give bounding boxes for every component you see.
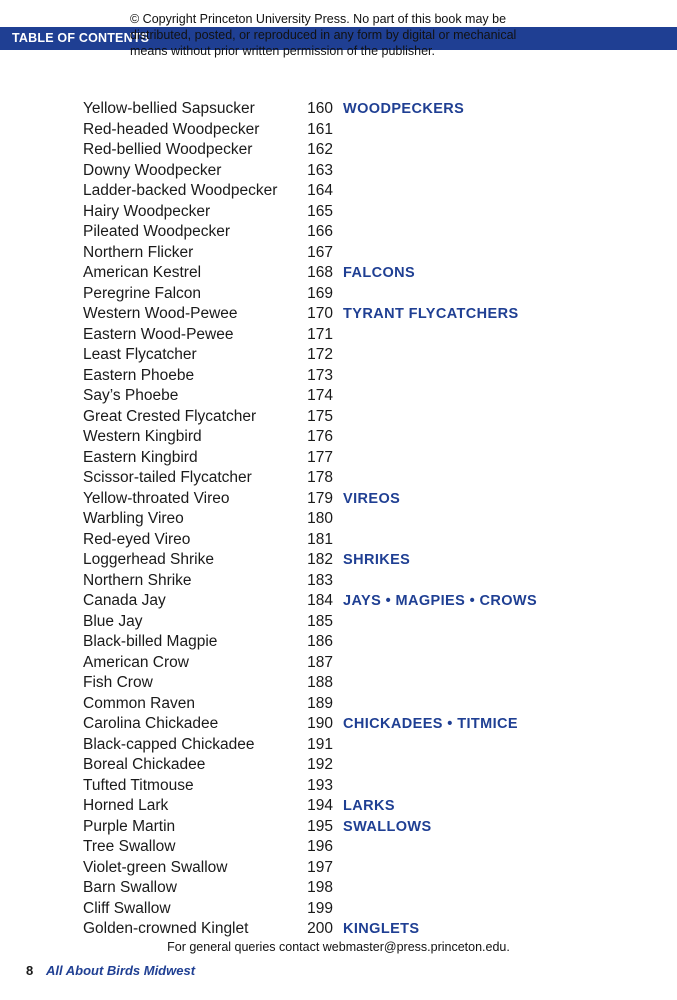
entry-species-name: Common Raven [83, 694, 195, 712]
entry-species-name: Blue Jay [83, 612, 143, 630]
section-heading: KINGLETS [343, 921, 420, 937]
entry-species-name: Purple Martin [83, 817, 176, 835]
entry-page-number: 192 [307, 756, 333, 773]
entry-page-number: 180 [307, 510, 333, 527]
entry-page-number: 197 [307, 858, 333, 876]
entry-page-number: 179 [307, 489, 333, 507]
toc-entry [83, 673, 563, 694]
toc-entry [83, 878, 563, 899]
copyright-notice: © Copyright Princeton University Press. No part of this book may be distributed, posted, or reproduced in any form by digital or mechanical means without prior written permission of the publisher. [130, 12, 517, 58]
toc-entry [83, 325, 563, 346]
entry-page-number: 160 [307, 100, 333, 117]
entry-species-name: Western Kingbird [83, 428, 202, 445]
section-heading: TYRANT FLYCATCHERS [343, 306, 519, 322]
entry-page-number: 164 [307, 182, 333, 199]
entry-species-name: Yellow-bellied Sapsucker [83, 100, 255, 117]
entry-species-name: Peregrine Falcon [83, 284, 202, 302]
page-number: 8 [26, 963, 34, 978]
toc-entry [83, 345, 563, 366]
entry-page-number: 166 [307, 223, 333, 240]
entry-page-number: 171 [307, 325, 333, 343]
entry-page-number: 199 [307, 899, 333, 917]
entry-page-number: 198 [307, 879, 333, 896]
queries-contact-line: For general queries contact webmaster@press.princeton.edu. [167, 940, 510, 954]
entry-page-number: 191 [307, 735, 333, 753]
entry-page-number: 167 [307, 243, 333, 261]
entry-species-name: Barn Swallow [83, 879, 177, 896]
entry-page-number: 193 [307, 776, 333, 794]
toc-entry [83, 776, 563, 797]
toc-entry [83, 140, 563, 161]
toc-entry [83, 632, 563, 653]
entry-page-number: 194 [307, 797, 333, 814]
entry-species-name: Carolina Chickadee [83, 715, 219, 732]
entry-page-number: 176 [307, 428, 333, 445]
entry-page-number: 163 [307, 161, 333, 179]
toc-entry [83, 550, 563, 571]
toc-entry [83, 366, 563, 387]
section-heading: SHRIKES [343, 552, 411, 568]
entry-species-name: Boreal Chickadee [83, 756, 206, 773]
entry-species-name: Say’s Phoebe [83, 387, 179, 404]
toc-entry [83, 407, 563, 428]
entry-page-number: 184 [307, 592, 333, 609]
entry-page-number: 172 [307, 346, 333, 363]
section-heading: VIREOS [343, 490, 401, 507]
section-heading: FALCONS [343, 265, 416, 281]
entry-page-number: 181 [307, 530, 333, 548]
entry-page-number: 170 [307, 305, 333, 322]
toc-header-label: TABLE OF CONTENTS [12, 31, 150, 45]
entry-species-name: Eastern Kingbird [83, 448, 198, 466]
entry-species-name: Warbling Vireo [83, 510, 184, 527]
entry-species-name: Great Crested Flycatcher [83, 407, 257, 425]
entry-page-number: 178 [307, 469, 333, 486]
entry-species-name: American Crow [83, 653, 189, 671]
entry-page-number: 188 [307, 674, 333, 691]
toc-entry [83, 817, 563, 838]
toc-entry [83, 284, 563, 305]
toc-entry [83, 694, 563, 715]
section-heading: WOODPECKERS [343, 101, 465, 117]
entry-page-number: 196 [307, 838, 333, 855]
entry-species-name: Cliff Swallow [83, 899, 171, 917]
toc-entry [83, 386, 563, 407]
entry-species-name: Violet-green Swallow [83, 858, 228, 876]
entry-species-name: Eastern Wood-Pewee [83, 325, 234, 343]
toc-entry [83, 448, 563, 469]
entry-species-name: Golden-crowned Kinglet [83, 920, 249, 937]
section-heading: SWALLOWS [343, 818, 432, 835]
toc-entry [83, 612, 563, 633]
toc-entry [83, 468, 563, 489]
entry-species-name: Hairy Woodpecker [83, 202, 211, 220]
entry-page-number: 186 [307, 633, 333, 650]
entry-species-name: Fish Crow [83, 674, 153, 691]
toc-entry [83, 427, 563, 448]
toc-entry [83, 919, 563, 940]
entry-page-number: 175 [307, 407, 333, 425]
entry-species-name: Red-eyed Vireo [83, 530, 191, 548]
toc-entry [83, 714, 563, 735]
toc-entry [83, 202, 563, 223]
entry-species-name: Least Flycatcher [83, 346, 197, 363]
toc-entry [83, 735, 563, 756]
toc-entry [83, 263, 563, 284]
section-heading: CHICKADEES • TITMICE [343, 716, 518, 732]
entry-species-name: Northern Flicker [83, 243, 194, 261]
entry-species-name: Horned Lark [83, 797, 169, 814]
entry-page-number: 187 [307, 653, 333, 671]
entry-species-name: Western Wood-Pewee [83, 305, 238, 322]
entry-page-number: 161 [307, 120, 333, 138]
toc-entry [83, 653, 563, 674]
toc-entry [83, 489, 563, 510]
entry-page-number: 189 [307, 694, 333, 712]
section-heading: LARKS [343, 798, 395, 814]
toc-entry [83, 243, 563, 264]
toc-entry [83, 796, 563, 817]
entry-page-number: 190 [307, 715, 333, 732]
toc-entries-list [83, 99, 563, 940]
toc-entry [83, 120, 563, 141]
toc-entry [83, 755, 563, 776]
entry-page-number: 183 [307, 571, 333, 589]
entry-species-name: Tufted Titmouse [83, 776, 194, 794]
entry-page-number: 162 [307, 141, 333, 158]
entry-species-name: Ladder-backed Woodpecker [83, 182, 278, 199]
entry-page-number: 169 [307, 284, 333, 302]
entry-species-name: Pileated Woodpecker [83, 223, 231, 240]
toc-entry [83, 899, 563, 920]
entry-species-name: Black-capped Chickadee [83, 735, 255, 753]
toc-entry [83, 304, 563, 325]
entry-page-number: 185 [307, 612, 333, 630]
toc-entry [83, 222, 563, 243]
entry-page-number: 168 [307, 264, 333, 281]
entry-species-name: Black-billed Magpie [83, 633, 218, 650]
entry-page-number: 165 [307, 202, 333, 220]
toc-entry [83, 99, 563, 120]
entry-species-name: Downy Woodpecker [83, 161, 222, 179]
entry-page-number: 200 [307, 920, 333, 937]
entry-species-name: Yellow-throated Vireo [83, 489, 230, 507]
entry-species-name: Eastern Phoebe [83, 366, 195, 384]
toc-entry [83, 530, 563, 551]
entry-species-name: Red-bellied Woodpecker [83, 141, 253, 158]
toc-entry [83, 591, 563, 612]
entry-page-number: 177 [307, 448, 333, 466]
entry-species-name: Scissor-tailed Flycatcher [83, 469, 252, 486]
section-heading: JAYS • MAGPIES • CROWS [343, 593, 538, 609]
entry-page-number: 195 [307, 817, 333, 835]
book-title: All About Birds Midwest [46, 963, 196, 978]
entry-species-name: Canada Jay [83, 592, 166, 609]
entry-page-number: 182 [307, 551, 333, 568]
toc-entry [83, 837, 563, 858]
toc-entry [83, 161, 563, 182]
entry-page-number: 174 [307, 387, 333, 404]
entry-page-number: 173 [307, 366, 333, 384]
toc-entry [83, 509, 563, 530]
entry-species-name: American Kestrel [83, 264, 202, 281]
toc-entry [83, 858, 563, 879]
entry-species-name: Tree Swallow [83, 838, 176, 855]
toc-entry [83, 571, 563, 592]
entry-species-name: Loggerhead Shrike [83, 551, 214, 568]
toc-entry [83, 181, 563, 202]
entry-species-name: Northern Shrike [83, 571, 192, 589]
entry-species-name: Red-headed Woodpecker [83, 120, 260, 138]
